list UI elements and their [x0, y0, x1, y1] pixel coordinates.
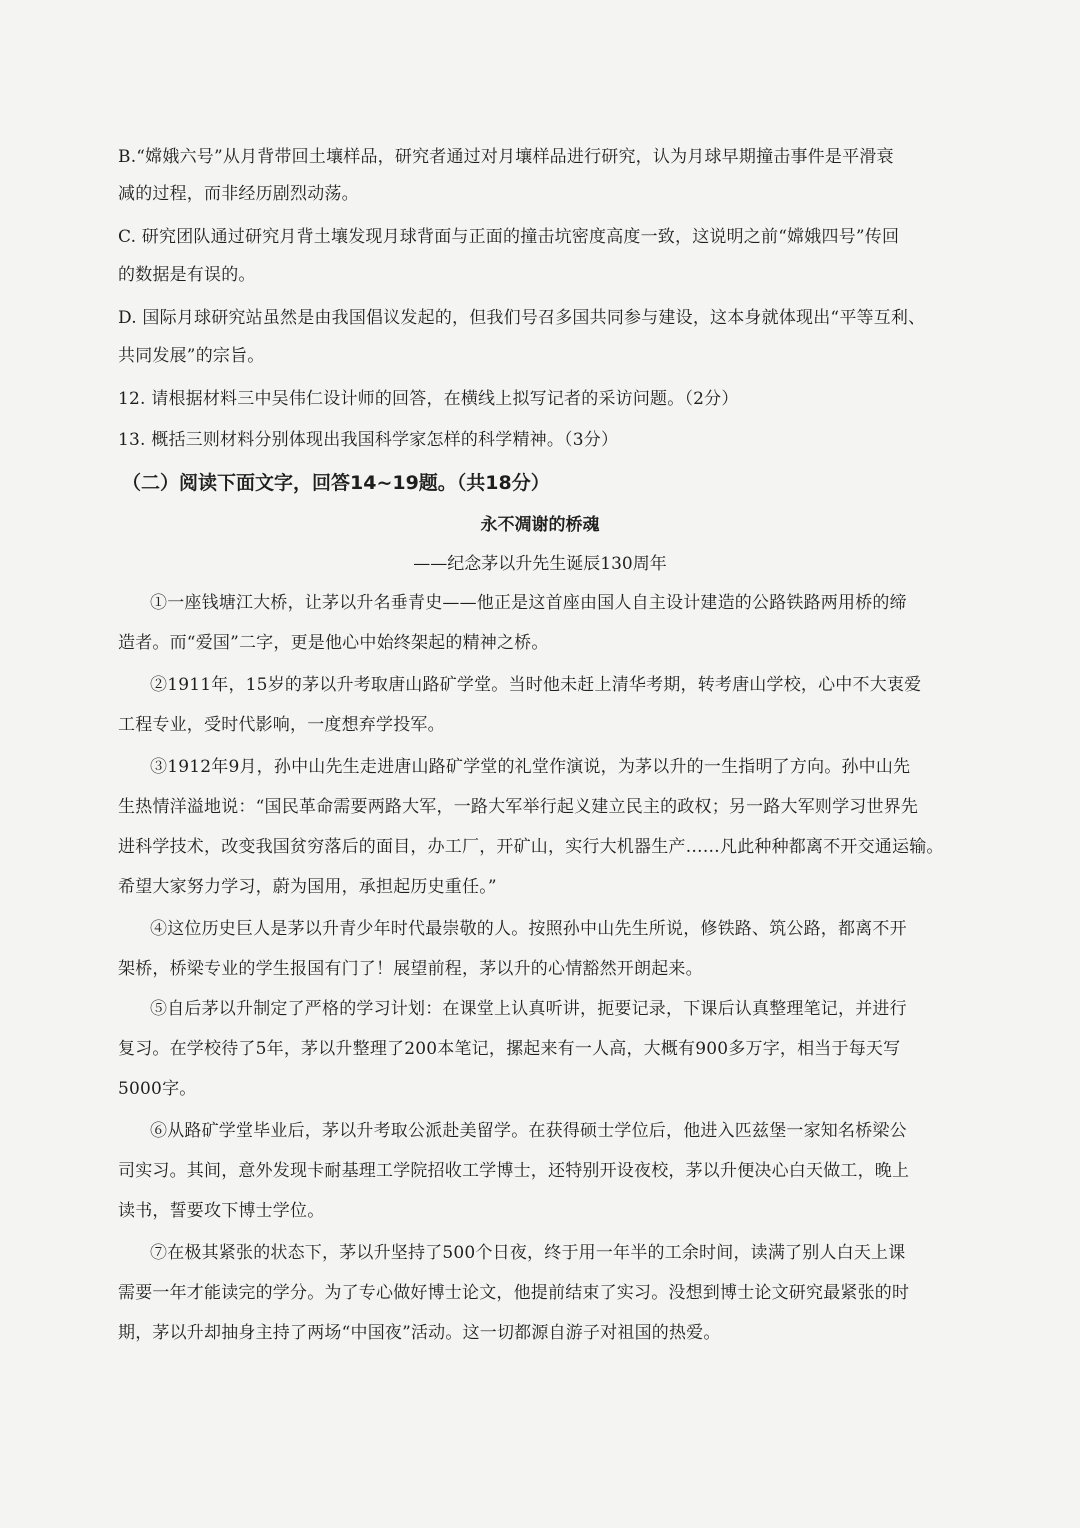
question-13: 13. 概括三则材料分别体现出我国科学家怎样的科学精神。（3分）: [118, 430, 619, 450]
paragraph-4-line-2: 架桥，桥梁专业的学生报国有门了！展望前程，茅以升的心情豁然开朗起来。: [118, 959, 703, 979]
option-b-line-1: B.“嫦娥六号”从月背带回土壤样品，研究者通过对月壤样品进行研究，认为月球早期撞击事件是平滑衰: [118, 147, 894, 167]
paragraph-3-line-4: 希望大家努力学习，蔚为国用，承担起历史重任。”: [118, 877, 497, 897]
article-title: 永不凋谢的桥魂: [480, 515, 600, 535]
paragraph-2-line-2: 工程专业，受时代影响，一度想弃学投军。: [118, 715, 445, 735]
paragraph-4-line-1: ④这位历史巨人是茅以升青少年时代最崇敬的人。按照孙中山先生所说，修铁路、筑公路，都离不开: [150, 919, 907, 939]
paragraph-6-line-2: 司实习。其间，意外发现卡耐基理工学院招收工学博士，还特别开设夜校，茅以升便决心白天做工，晚上: [118, 1161, 910, 1181]
paragraph-7-line-3: 期，茅以升却抽身主持了两场“中国夜”活动。这一切都源自游子对祖国的热爱。: [118, 1323, 721, 1343]
paragraph-2-line-1: ②1911年，15岁的茅以升考取唐山路矿学堂。当时他未赶上清华考期，转考唐山学校，心中不大衷爱: [150, 675, 922, 695]
article-subtitle: ——纪念茅以升先生诞辰130周年: [413, 554, 667, 574]
paragraph-3-line-1: ③1912年9月，孙中山先生走进唐山路矿学堂的礼堂作演说，为茅以升的一生指明了方向。孙中山先: [150, 757, 911, 777]
question-12: 12. 请根据材料三中吴伟仁设计师的回答，在横线上拟写记者的采访问题。（2分）: [118, 389, 739, 409]
paragraph-1-line-1: ①一座钱塘江大桥，让茅以升名垂青史——他正是这首座由国人自主设计建造的公路铁路两用桥的缔: [150, 593, 907, 613]
paragraph-3-line-2: 生热情洋溢地说：“国民革命需要两路大军，一路大军举行起义建立民主的政权；另一路大军则学习世界先: [118, 797, 919, 817]
paragraph-5-line-1: ⑤自后茅以升制定了严格的学习计划：在课堂上认真听讲，扼要记录，下课后认真整理笔记，并进行: [150, 999, 907, 1019]
section-heading: （二）阅读下面文字，回答14~19题。（共18分）: [122, 472, 550, 494]
paragraph-5-line-2: 复习。在学校待了5年，茅以升整理了200本笔记，摞起来有一人高，大概有900多万字，相当于每天写: [118, 1039, 901, 1059]
paragraph-5-line-3: 5000字。: [118, 1079, 197, 1099]
option-c-line-2: 的数据是有误的。: [118, 265, 256, 285]
paragraph-3-line-3: 进科学技术，改变我国贫穷落后的面目，办工厂，开矿山，实行大机器生产……凡此种种都离不开交通运输。: [118, 837, 944, 857]
option-d-line-2: 共同发展”的宗旨。: [118, 346, 265, 366]
paragraph-7-line-2: 需要一年才能读完的学分。为了专心做好博士论文，他提前结束了实习。没想到博士论文研究最紧张的时: [118, 1283, 910, 1303]
paragraph-6-line-3: 读书，誓要攻下博士学位。: [118, 1201, 325, 1221]
paragraph-1-line-2: 造者。而“爱国”二字，更是他心中始终架起的精神之桥。: [118, 633, 549, 653]
paragraph-7-line-1: ⑦在极其紧张的状态下，茅以升坚持了500个日夜，终于用一年半的工余时间，读满了别人白天上课: [150, 1243, 906, 1263]
option-c-line-1: C. 研究团队通过研究月背土壤发现月球背面与正面的撞击坑密度高度一致，这说明之前“嫦娥四号”传回: [118, 227, 900, 247]
option-b-line-2: 减的过程，而非经历剧烈动荡。: [118, 184, 359, 204]
option-d-line-1: D. 国际月球研究站虽然是由我国倡议发起的，但我们号召多国共同参与建设，这本身就体现出“平等互利、: [118, 308, 926, 328]
paragraph-6-line-1: ⑥从路矿学堂毕业后，茅以升考取公派赴美留学。在获得硕士学位后，他进入匹兹堡一家知名桥梁公: [150, 1121, 907, 1141]
